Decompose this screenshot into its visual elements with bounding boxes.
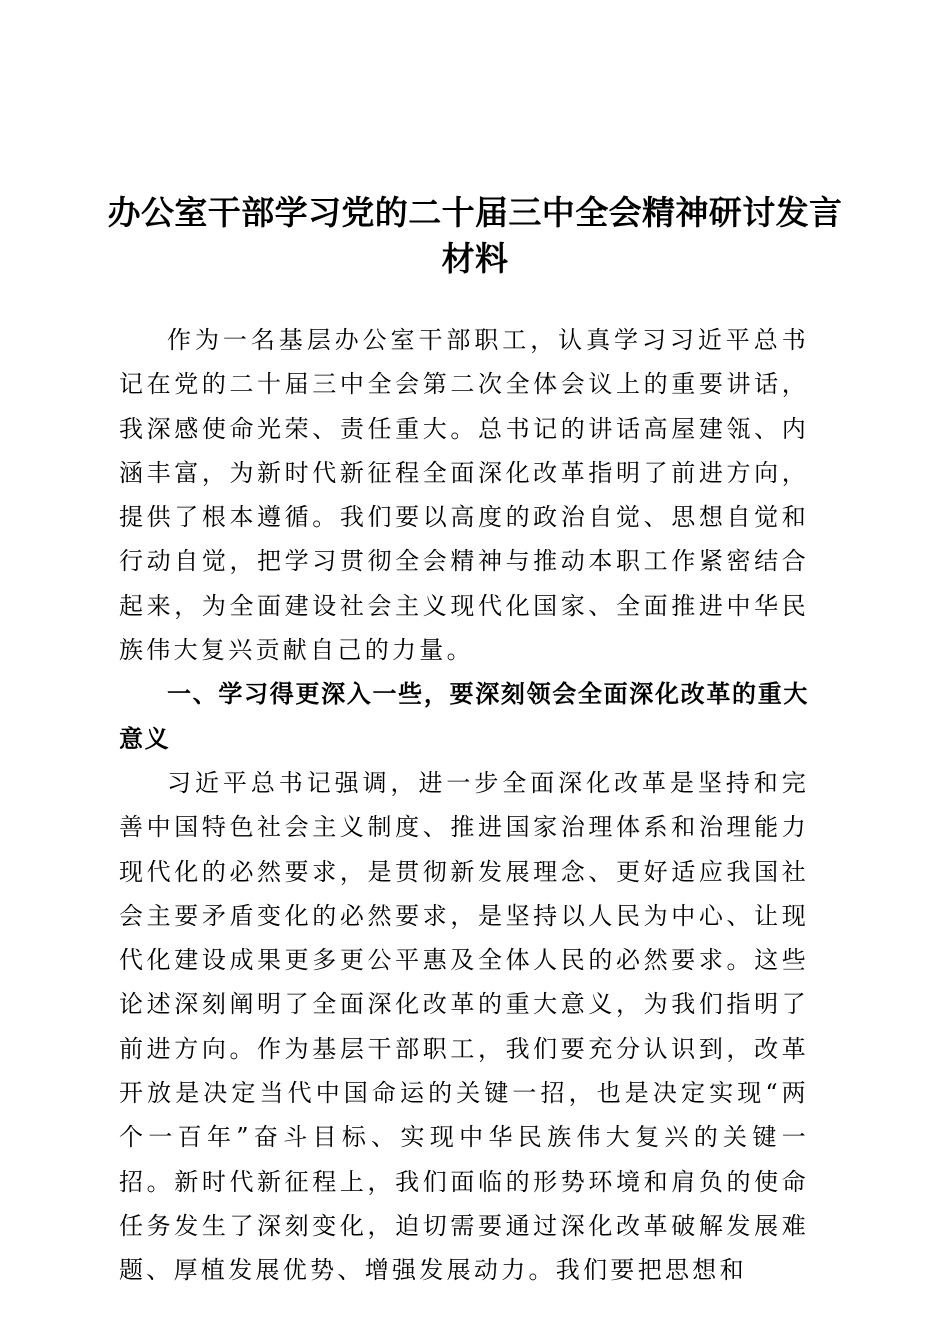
paragraph-intro: 作为一名基层办公室干部职工，认真学习习近平总书记在党的二十届三中全会第二次全体会议上的重要讲话，我深感使命光荣、责任重大。总书记的讲话高屋建瓴、内涵丰富，为新时代新征程全面深化改革指明了前进方向，提供了根本遵循。我们要以高度的政治自觉、思想自觉和行动自觉，把学习贯彻全会精神与推动本职工作紧密结合起来，为全面建设社会主义现代化国家、全面推进中华民族伟大复兴贡献自己的力量。 (119, 326, 809, 665)
section-heading-1: 一、学习得更深入一些，要深刻领会全面深化改革的重大意义 (119, 680, 809, 753)
document-title: 办公室干部学习党的二十届三中全会精神研讨发言材料 (107, 193, 843, 278)
document-body (119, 318, 809, 1293)
paragraph-section-1: 习近平总书记强调，进一步全面深化改革是坚持和完善中国特色社会主义制度、推进国家治理体系和治理能力现代化的必然要求，是贯彻新发展理念、更好适应我国社会主要矛盾变化的必然要求，是坚持以人民为中心、让现代化建设成果更多更公平惠及全体人民的必然要求。这些论述深刻阐明了全面深化改革的重大意义，为我们指明了前进方向。作为基层干部职工，我们要充分认识到，改革开放是决定当代中国命运的关键一招，也是决定实现“两个一百年”奋斗目标、实现中华民族伟大复兴的关键一招。新时代新征程上，我们面临的形势环境和肩负的使命任务发生了深刻变化，迫切需要通过深化改革破解发展难题、厚植发展优势、增强发展动力。我们要把思想和 (119, 768, 809, 1285)
